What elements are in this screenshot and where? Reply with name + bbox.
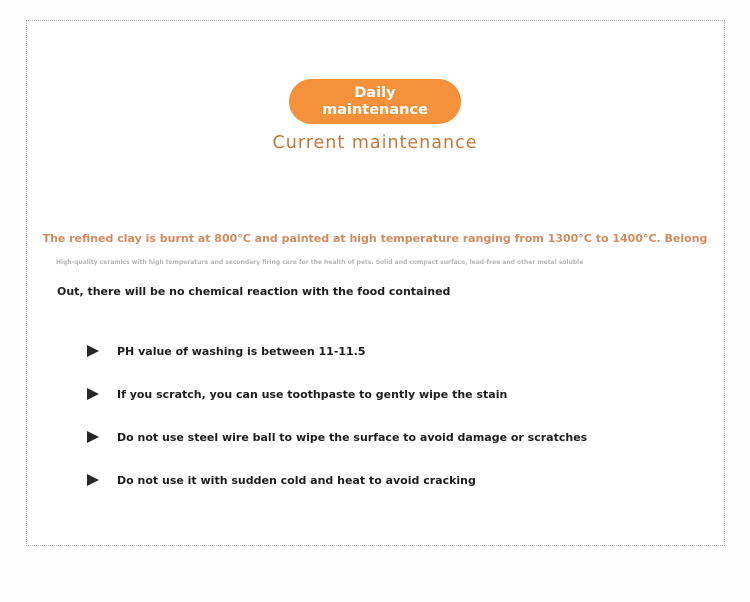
bullet-item — [87, 386, 507, 402]
bullet-item — [87, 429, 587, 445]
bullet-item — [87, 472, 476, 488]
daily-maintenance-badge — [289, 79, 461, 124]
bullet-text: Do not use it with sudden cold and heat to avoid cracking — [117, 473, 476, 487]
continuation-paragraph: Out, there will be no chemical reaction with the food contained — [57, 285, 451, 298]
bullet-item — [87, 343, 366, 359]
play-triangle-icon — [87, 345, 99, 357]
section-heading: Current maintenance — [272, 133, 478, 153]
bullet-text: If you scratch, you can use toothpaste to gently wipe the stain — [117, 387, 508, 401]
play-triangle-icon — [87, 474, 99, 486]
bullet-text: Do not use steel wire ball to wipe the surface to avoid damage or scratches — [117, 430, 588, 444]
bullet-text: PH value of washing is between 11-11.5 — [117, 344, 366, 358]
badge-line-1: Daily — [354, 84, 396, 101]
lead-paragraph: The refined clay is burnt at 800°C and painted at high temperature ranging from 1300°C to 1400°C. Belong — [42, 232, 708, 245]
play-triangle-icon — [87, 388, 99, 400]
badge-line-2: maintenance — [322, 101, 428, 118]
fine-print: High-quality ceramics with high temperature and secondary firing care for the health of pets. Solid and compact surface, lead-free and other metal soluble — [56, 259, 584, 266]
play-triangle-icon — [87, 431, 99, 443]
